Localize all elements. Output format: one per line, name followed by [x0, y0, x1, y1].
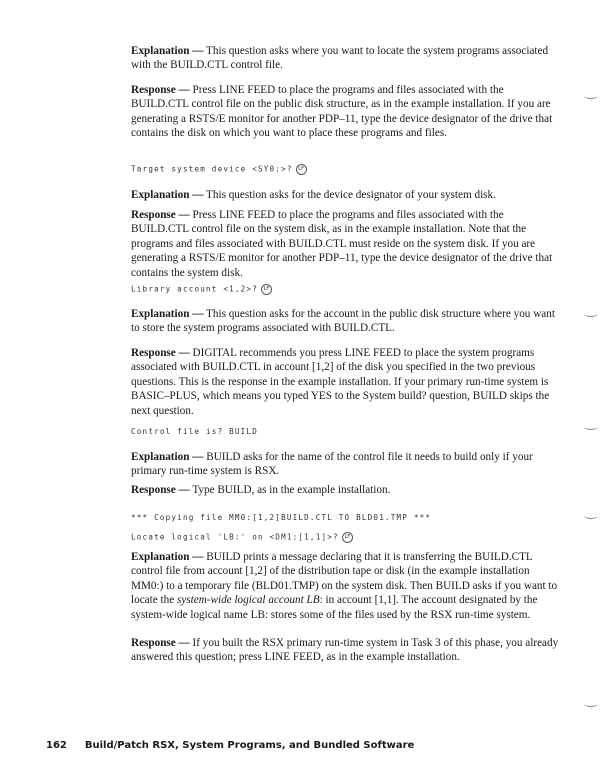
- prompt-text: Target system device <SY0:>?: [131, 164, 293, 174]
- text: Press LINE FEED to place the programs and files associated with the BUILD.CTL control file on the system disk, as in the example installation. Note that the programs and files associated with BUILD.CTL must reside on the system disk. If you are generating a RSTS/E monitor for another PDP–11, type the device designator of the drive that contains the system disk.: [131, 209, 553, 279]
- prompt-text: Locate logical 'LB:' on <DM1:[1,1]>?: [131, 532, 339, 542]
- margin-mark: [584, 700, 598, 707]
- text: Press LINE FEED to place the programs and files associated with the BUILD.CTL control file on the public disk structure, as in the example installation. If you are generating a RSTS/E monitor for another PDP–11, type the device designator of the drive that contains the disk on which you want to place these programs and files.: [131, 84, 553, 140]
- text: If you built the RSX primary run-time system in Task 3 of this phase, you already answered this question; press LINE FEED, as in the example installation.: [131, 637, 559, 664]
- explanation-paragraph: [131, 450, 563, 479]
- text: BUILD asks for the name of the control file it needs to build only if your primary run-time system is RSX.: [131, 451, 533, 478]
- text: This question asks for the account in the public disk structure where you want to store the system programs associated with BUILD.CTL.: [131, 308, 555, 335]
- margin-mark: [584, 512, 598, 519]
- running-title: Build/Patch RSX, System Programs, and Bundled Software: [84, 740, 415, 751]
- terminal-prompt: [131, 284, 272, 295]
- prompt-text: Control file is? BUILD: [131, 427, 258, 436]
- page-number: 162: [46, 740, 67, 751]
- terminal-prompt: [131, 532, 353, 543]
- terminal-message: [131, 513, 431, 522]
- terminal-prompt: [131, 164, 307, 175]
- label: Explanation —: [131, 45, 204, 57]
- margin-mark: [584, 310, 598, 317]
- terminal-prompt: [131, 427, 258, 436]
- explanation-paragraph: [131, 550, 563, 622]
- label: Response —: [131, 637, 190, 649]
- italic-term: system-wide logical account LB: [176, 594, 320, 607]
- label: Response —: [131, 347, 190, 359]
- message-text: *** Copying file MM0:[1,2]BUILD.CTL TO BLD01.TMP ***: [131, 513, 432, 522]
- response-paragraph: [131, 346, 563, 418]
- line-feed-key-icon: LF: [261, 284, 272, 295]
- text: This question asks for the device designator of your system disk.: [203, 189, 496, 201]
- prompt-text: Library account <1,2>?: [131, 284, 258, 294]
- label: Explanation —: [131, 308, 204, 320]
- explanation-paragraph: [131, 307, 563, 336]
- label: Explanation —: [131, 189, 204, 201]
- response-paragraph: [131, 483, 563, 497]
- response-paragraph: [131, 208, 563, 280]
- text: This question asks where you want to locate the system programs associated with the BUILD.CTL control file.: [131, 45, 549, 72]
- label: Response —: [131, 484, 190, 496]
- label: Response —: [131, 84, 190, 96]
- margin-mark: [584, 92, 598, 99]
- explanation-paragraph: [131, 44, 563, 73]
- line-feed-key-icon: LF: [296, 164, 307, 175]
- response-paragraph: [131, 636, 563, 665]
- label: Explanation —: [131, 551, 204, 563]
- text: DIGITAL recommends you press LINE FEED to place the system programs associated with BUILD.CTL in account [1,2] of the disk you specified in the two previous questions. This is the response in the example installation. If your primary run-time system is BASIC–PLUS, which means you typed YES to the System build? question, BUILD skips the next question.: [131, 347, 550, 417]
- explanation-paragraph: [131, 188, 563, 202]
- label: Response —: [131, 209, 190, 221]
- line-feed-key-icon: LF: [342, 532, 353, 543]
- text: BUILD prints a message declaring that it is transferring the BUILD.CTL control file from account [1,2] of the distribution tape or disk (in the example installation MM0:) to a temporary file (BLD01.TMP) on the system disk. Then BUILD asks if you want to locate the: [131, 551, 558, 607]
- text: Type BUILD, as in the example installation.: [189, 484, 391, 496]
- page-footer: [46, 740, 414, 751]
- text: : in account [1,1]. The account designated by the system-wide logical name LB: stores some of the files used by the RSX run-time system.: [131, 594, 538, 621]
- margin-mark: [584, 423, 598, 430]
- label: Explanation —: [131, 451, 204, 463]
- response-paragraph: [131, 83, 563, 141]
